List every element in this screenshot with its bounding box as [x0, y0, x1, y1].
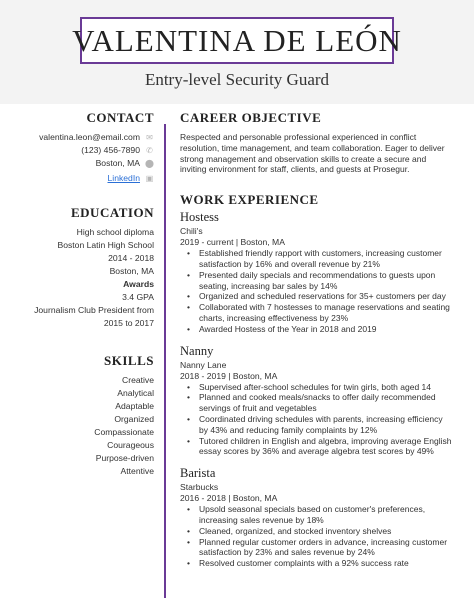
linkedin-icon: ▣: [145, 174, 154, 183]
job-target-title: Entry-level Security Guard: [144, 70, 330, 89]
skill-item: Creative: [122, 375, 154, 385]
education-years: 2014 - 2018: [108, 253, 154, 263]
contact-location-row: [14, 157, 154, 170]
name-box: [72, 17, 402, 64]
contact-email[interactable]: valentina.leon@email.com: [39, 132, 140, 142]
left-column: [14, 110, 154, 478]
job-meta: [180, 493, 460, 504]
award-item: 3.4 GPA: [122, 292, 154, 302]
job-location: Boston, MA: [232, 370, 278, 381]
contact-phone-row: [14, 144, 154, 157]
contact-heading: CONTACT: [86, 110, 154, 125]
experience-heading: WORK EXPERIENCE: [180, 192, 319, 208]
education-school: Boston Latin High School: [57, 240, 154, 250]
job-bullet: • Collaborated with 7 hostesses to manage reservations and seating charts, increasing effectiveness by 23%: [180, 302, 460, 324]
objective-line: inviting environment for staff, clients, and guests at Prosegur.: [180, 164, 410, 175]
candidate-name: VALENTINA DE LEÓN: [72, 22, 402, 58]
job-entry: [180, 466, 460, 569]
contact-linkedin-row: [14, 172, 154, 185]
job-title: Nanny: [180, 343, 214, 358]
job-title: Barista: [180, 466, 216, 481]
skill-item: Purpose-driven: [95, 453, 154, 463]
education-degree: High school diploma: [76, 227, 154, 237]
linkedin-link[interactable]: LinkedIn: [107, 173, 140, 183]
job-bullet: • Coordinated driving schedules with parents, increasing efficiency by 43% and reducing family complaints by 12%: [180, 414, 460, 436]
job-bullet: • Supervised after-school schedules for twin girls, both aged 14: [180, 382, 460, 393]
award-item: Journalism Club President from: [34, 305, 154, 315]
job-company: Nanny Lane: [180, 359, 227, 370]
job-entry: [180, 210, 460, 334]
job-bullet: • Presented daily specials and recommendations to guests upon seating, increasing bar sales by 14%: [180, 270, 460, 292]
job-bullet: • Awarded Hostess of the Year in 2018 and 2019: [180, 324, 460, 335]
job-bullets: [180, 504, 460, 569]
contact-phone: (123) 456-7890: [81, 145, 140, 155]
job-meta: [180, 371, 460, 382]
job-bullet: • Upsold seasonal specials based on customer's preferences, increasing sales revenue by 18%: [180, 504, 460, 526]
job-bullet: • Cleaned, organized, and stocked inventory shelves: [180, 526, 460, 537]
job-bullet: • Planned regular customer orders in advance, increasing customer satisfaction by 23% and sales revenue by 24%: [180, 537, 460, 559]
right-column: [180, 110, 460, 569]
skill-item: Attentive: [120, 466, 154, 476]
phone-icon: ✆: [146, 146, 153, 155]
job-dates: 2016 - 2018: [180, 493, 226, 504]
contact-email-row: [14, 131, 154, 144]
objective-line: resolution, time management, and team collaboration. Eager to deliver: [180, 142, 445, 153]
job-dates: 2019 - current: [180, 237, 234, 248]
job-bullet: • Established friendly rapport with customers, increasing customer satisfaction by 16% and overall revenue by 21%: [180, 248, 460, 270]
education-location: Boston, MA: [109, 266, 154, 276]
job-location: Boston, MA: [232, 493, 278, 504]
skill-item: Organized: [114, 414, 154, 424]
meta-separator: |: [228, 493, 231, 504]
job-entry: [180, 344, 460, 458]
job-dates: 2018 - 2019: [180, 370, 226, 381]
objective-line: strong management and observation skills to create a secure and: [180, 153, 427, 164]
contact-location: Boston, MA: [95, 158, 140, 168]
skill-item: Compassionate: [94, 427, 154, 437]
column-divider: [164, 124, 166, 598]
job-location: Boston, MA: [240, 237, 285, 248]
objective-line: Respected and personable professional experienced in conflict: [180, 132, 417, 142]
education-heading: EDUCATION: [71, 205, 154, 220]
job-bullet: • Organized and scheduled reservations for 35+ customers per day: [180, 291, 460, 302]
skill-item: Analytical: [117, 388, 154, 398]
job-bullet: • Tutored children in English and algebra, improving average English essay scores by 36% and average algebra test scores by 49%: [180, 436, 460, 458]
job-title: Hostess: [180, 210, 219, 225]
email-icon: ✉: [146, 133, 153, 142]
awards-heading: Awards: [123, 279, 154, 289]
job-bullet: • Resolved customer complaints with a 92% success rate: [180, 558, 460, 569]
job-bullets: [180, 382, 460, 458]
job-company: Chili's: [180, 226, 203, 237]
objective-text: [180, 132, 460, 175]
job-company: Starbucks: [180, 482, 219, 493]
award-item: 2015 to 2017: [103, 318, 154, 328]
objective-heading: CAREER OBJECTIVE: [180, 110, 322, 125]
skill-item: Adaptable: [115, 401, 154, 411]
job-bullet: • Planned and cooked meals/snacks to offer daily recommended servings of fruit and vegetables: [180, 392, 460, 414]
location-icon: ⬤: [145, 159, 154, 168]
job-meta: [180, 237, 460, 248]
meta-separator: |: [235, 237, 239, 248]
skills-heading: SKILLS: [104, 353, 154, 368]
meta-separator: |: [228, 370, 231, 381]
job-bullets: [180, 248, 460, 334]
skill-item: Courageous: [107, 440, 154, 450]
